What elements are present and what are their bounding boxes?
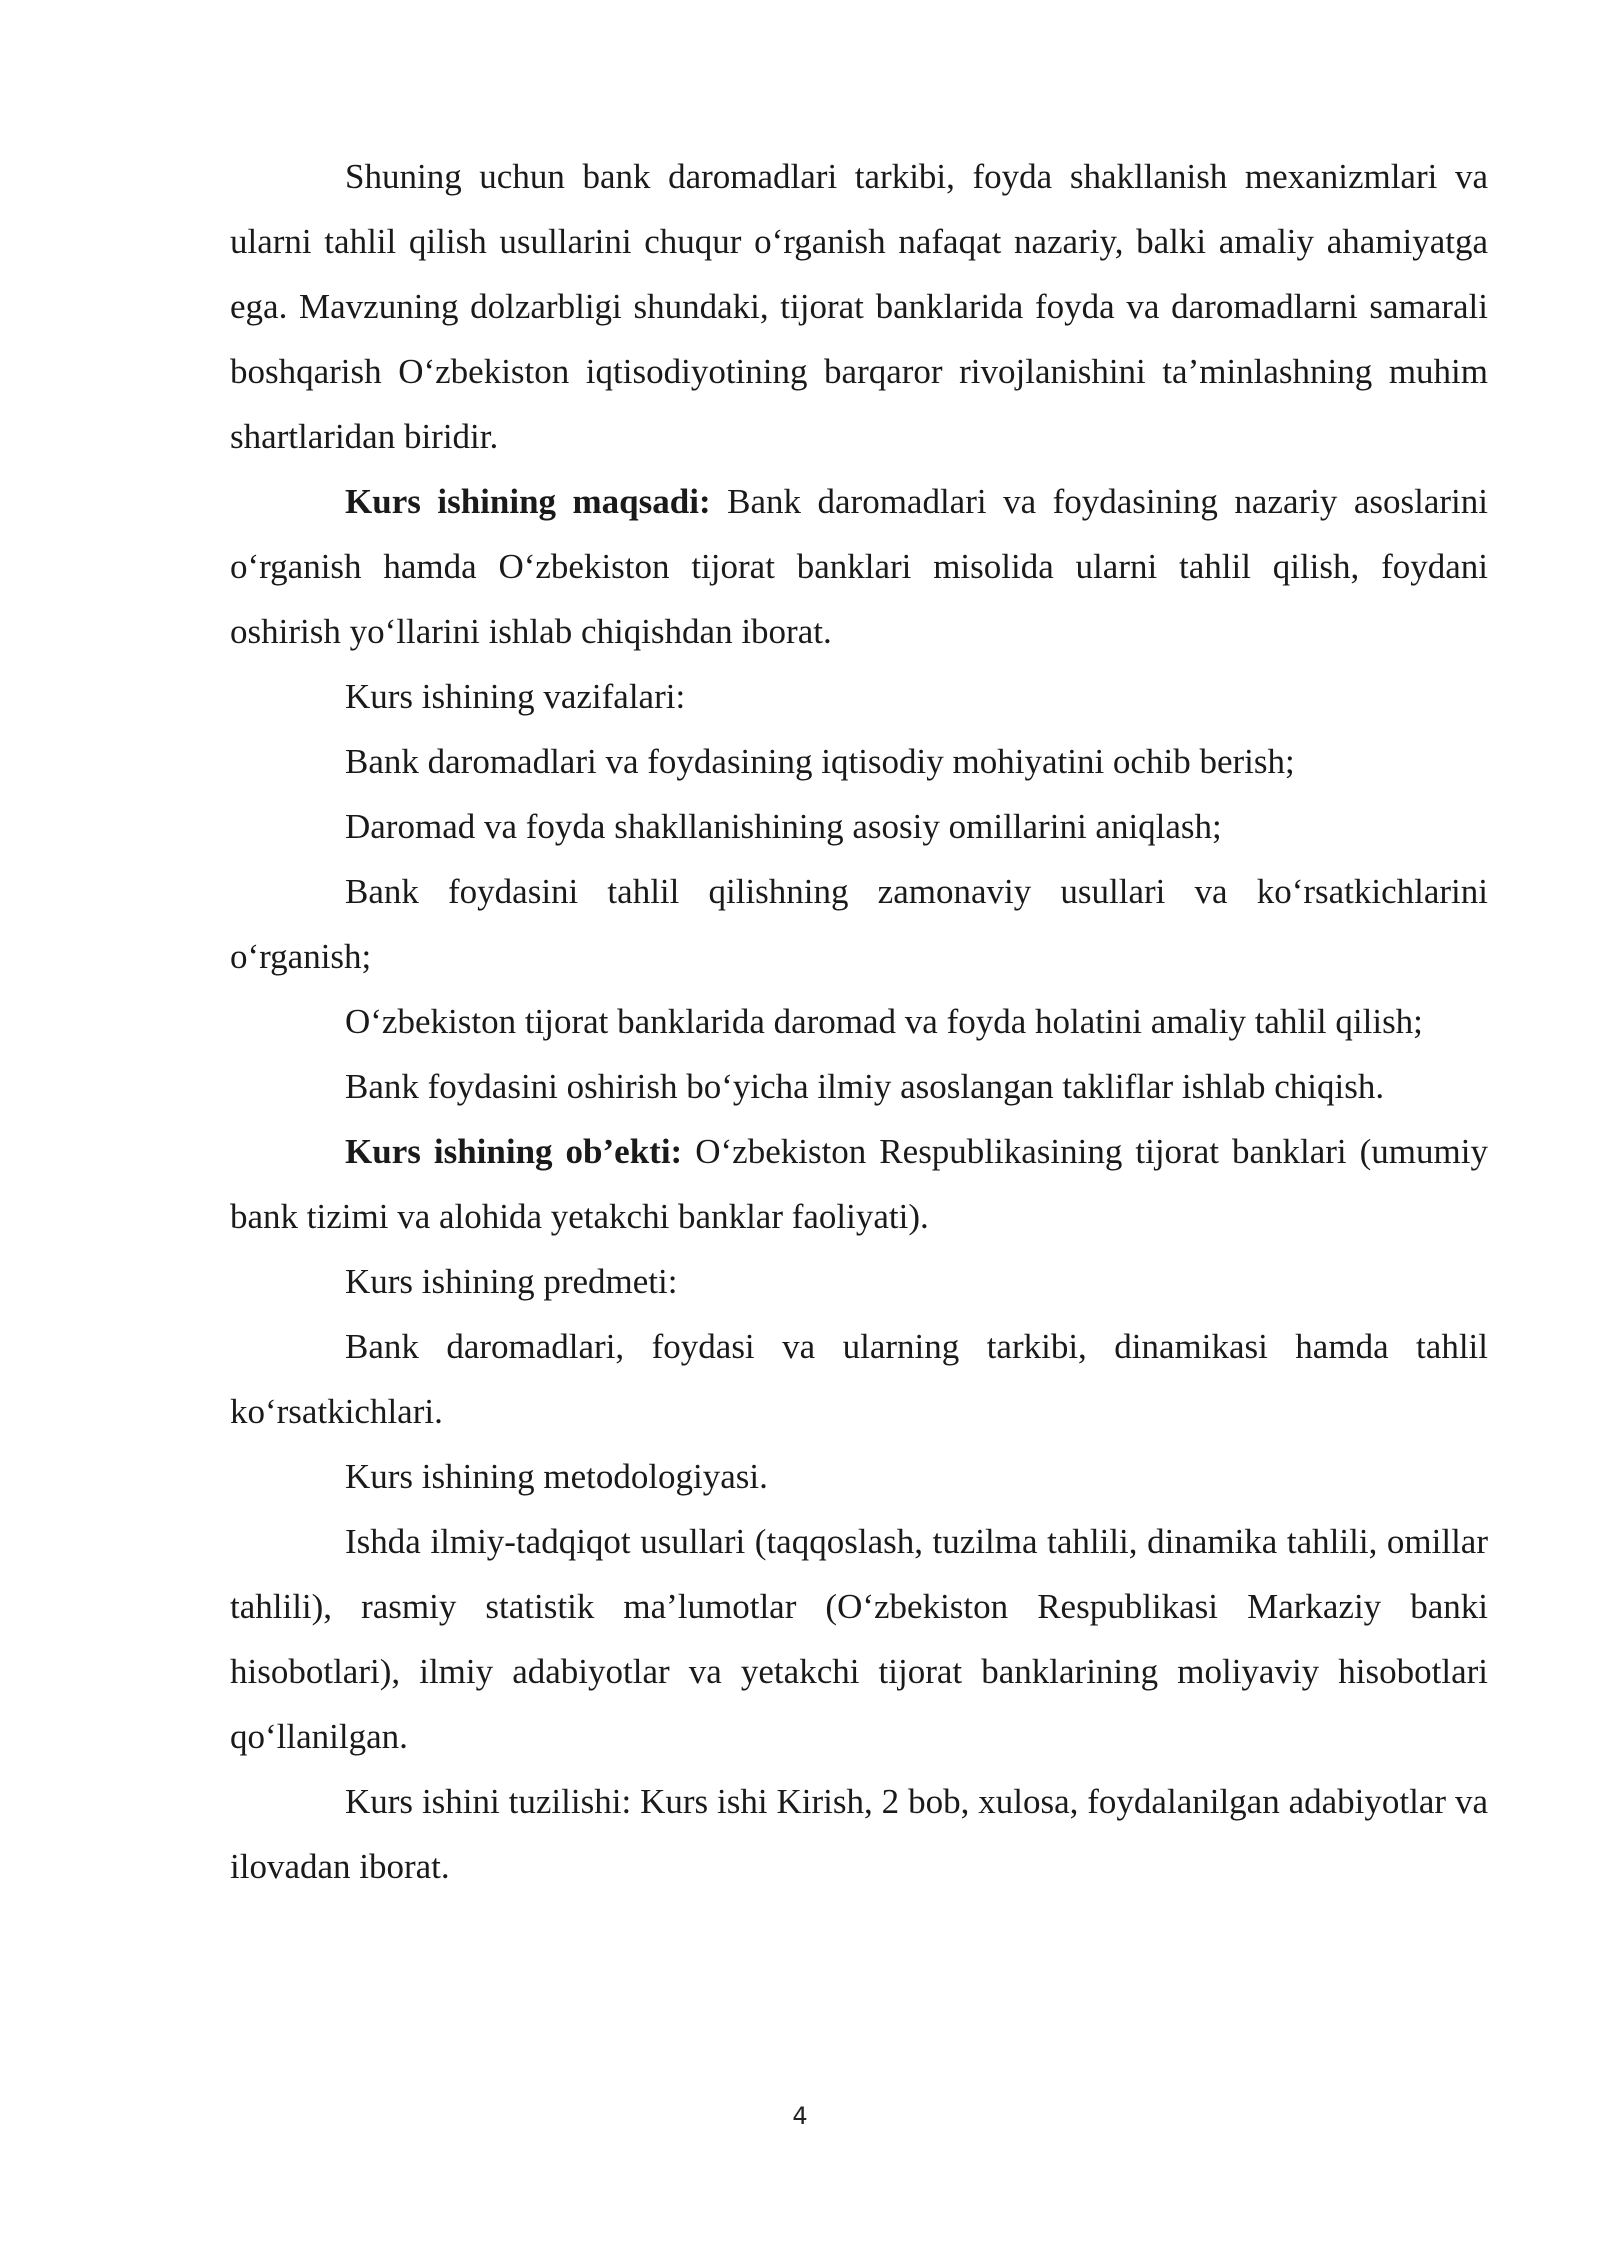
paragraph-lead: Kurs ishining ob’ekti: (345, 1132, 683, 1171)
paragraph-text: O‘zbekiston tijorat banklarida daromad va foyda holatini amaliy tahlil qilish; (345, 1002, 1423, 1041)
paragraph-text: Bank daromadlari, foydasi va ularning tarkibi, dinamikasi hamda tahlil ko‘rsatkichlari. (230, 1327, 1488, 1431)
paragraph-text: Bank daromadlari va foydasining nazariy asoslarini o‘rganish hamda O‘zbekiston tijorat banklari misolida ularni tahlil qilish, foydani oshirish yo‘llarini ishlab chiqishdan iborat. (230, 482, 1488, 651)
paragraph-tasks-heading (230, 664, 1488, 729)
paragraph-structure (230, 1769, 1488, 1899)
paragraph-task-4 (230, 989, 1488, 1054)
paragraph-task-2 (230, 794, 1488, 859)
paragraph-text: Kurs ishining vazifalari: (345, 677, 686, 716)
paragraph-text: Kurs ishining predmeti: (345, 1262, 678, 1301)
paragraph-task-3 (230, 859, 1488, 989)
paragraph-text: Kurs ishining metodologiyasi. (345, 1457, 768, 1496)
paragraph-methodology-heading (230, 1444, 1488, 1509)
paragraph-text: Bank foydasini oshirish bo‘yicha ilmiy asoslangan takliflar ishlab chiqish. (345, 1067, 1385, 1106)
paragraph-lead: Kurs ishining maqsadi: (345, 482, 711, 521)
paragraph-text: Bank foydasini tahlil qilishning zamonaviy usullari va ko‘rsatkichlarini o‘rganish; (230, 872, 1488, 976)
paragraph-task-1 (230, 729, 1488, 794)
paragraph-object (230, 1119, 1488, 1249)
paragraph-text: Shuning uchun bank daromadlari tarkibi, foyda shakllanish mexanizmlari va ularni tahlil qilish usullarini chuqur o‘rganish nafaqat nazariy, balki amaliy ahamiyatga ega. Mavzuning dolzarbligi shundaki, tijorat banklarida foyda va daromadlarni samarali boshqarish O‘zbekiston iqtisodiyotining barqaror rivojlanishini ta’minlashning muhim shartlaridan biridir. (230, 157, 1488, 456)
paragraph-text: Bank daromadlari va foydasining iqtisodiy mohiyatini ochib berish; (345, 742, 1295, 781)
paragraph-task-5 (230, 1054, 1488, 1119)
paragraph-text: Daromad va foyda shakllanishining asosiy omillarini aniqlash; (345, 807, 1222, 846)
paragraph-text: O‘zbekiston Respublikasining tijorat banklari (umumiy bank tizimi va alohida yetakchi banklar faoliyati). (230, 1132, 1488, 1236)
paragraph-relevance (230, 144, 1488, 469)
paragraph-methodology (230, 1509, 1488, 1769)
paragraph-subject (230, 1314, 1488, 1444)
paragraph-subject-heading (230, 1249, 1488, 1314)
document-body (230, 144, 1488, 1899)
paragraph-text: Kurs ishini tuzilishi: Kurs ishi Kirish, 2 bob, xulosa, foydalanilgan adabiyotlar va ilovadan iborat. (230, 1782, 1488, 1886)
paragraph-text: Ishda ilmiy-tadqiqot usullari (taqqoslash, tuzilma tahlili, dinamika tahlili, omillar tahlili), rasmiy statistik ma’lumotlar (O‘zbekiston Respublikasi Markaziy banki hisobotlari), ilmiy adabiyotlar va yetakchi tijorat banklarining moliyaviy hisobotlari qo‘llanilgan. (230, 1522, 1488, 1756)
paragraph-goal (230, 469, 1488, 664)
page-number: 4 (792, 2102, 808, 2130)
